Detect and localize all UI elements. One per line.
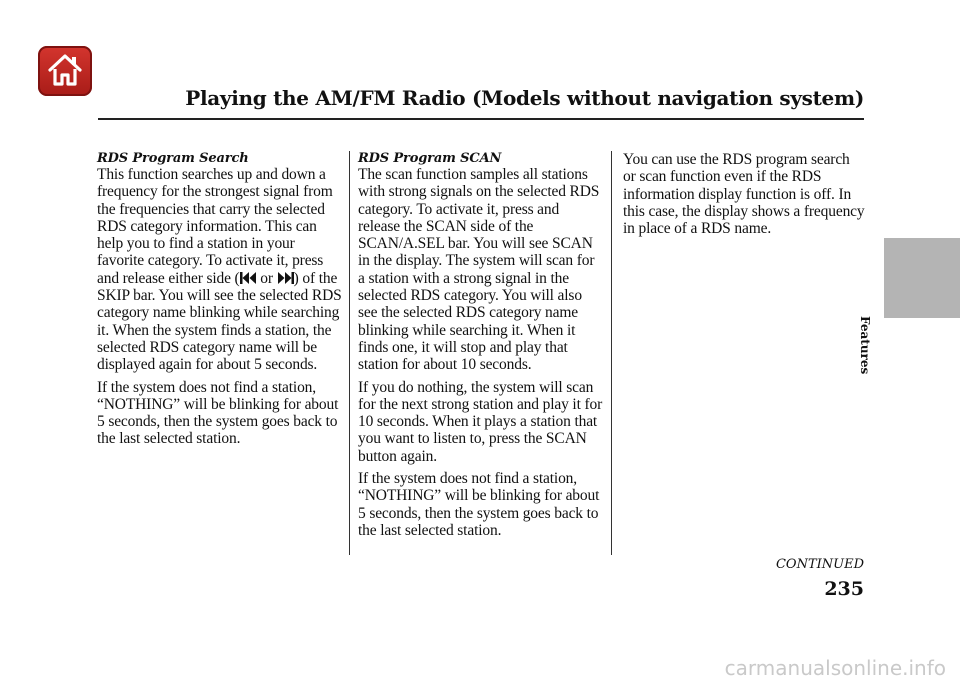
home-button[interactable]	[38, 46, 92, 96]
watermark: carmanualsonline.info	[724, 656, 946, 680]
column-divider	[349, 151, 350, 555]
column-rds-display-note	[623, 151, 865, 242]
column-rds-program-search	[97, 151, 343, 453]
header-divider	[98, 118, 864, 120]
section-heading-rds-program-search: RDS Program Search	[97, 151, 249, 166]
section-heading-rds-program-scan: RDS Program SCAN	[358, 151, 502, 166]
column-divider	[611, 151, 612, 555]
paragraph-rds-scan-nothing: If the system does not find a station, “NOTHING” will be blinking for about 5 seconds, then the system goes back to the last selected station.	[358, 470, 600, 539]
section-tab-label: Features	[858, 316, 872, 375]
features-tab-marker	[884, 238, 960, 318]
paragraph-rds-scan-next: If you do nothing, the system will scan for the next strong station and play it for 10 seconds. When it plays a station that you want to listen to, press the SCAN button again.	[358, 378, 603, 465]
skip-forward-icon	[277, 272, 294, 284]
column-rds-program-scan	[358, 151, 604, 544]
paragraph-rds-display-off: You can use the RDS program search or scan function even if the RDS information display function is off. In this case, the display shows a frequency in place of a RDS name.	[623, 151, 865, 238]
continued-label: CONTINUED	[775, 557, 864, 572]
paragraph-rds-scan-description: The scan function samples all stations with strong signals on the selected RDS category. To activate it, press and release the SCAN side of the SCAN/A.SEL bar. You will see SCAN in the display. The system will scan for a station with a strong signal in the selected RDS category. You will also see the selected RDS category name blinking while searching it. When it finds one, it will stop and play that station for about 10 seconds.	[358, 166, 600, 374]
paragraph-rds-search-description: This function searches up and down a frequency for the strongest signal from the frequencies that carry the selected RDS category information. This can help you to find a station in your favorite category. To activate it, press and release either side ( or ) of the SKIP bar. You will see the selected RDS category name blinking while searching it. When the system finds a station, the selected RDS category name will be displayed again for about 5 seconds.	[97, 166, 342, 374]
page-title: Playing the AM/FM Radio (Models without navigation system)	[185, 86, 864, 110]
skip-back-icon	[240, 272, 257, 284]
page-number: 235	[824, 578, 864, 600]
paragraph-rds-search-nothing: If the system does not find a station, “NOTHING” will be blinking for about 5 seconds, then the system goes back to the last selected station.	[97, 378, 339, 448]
home-icon	[46, 52, 84, 88]
